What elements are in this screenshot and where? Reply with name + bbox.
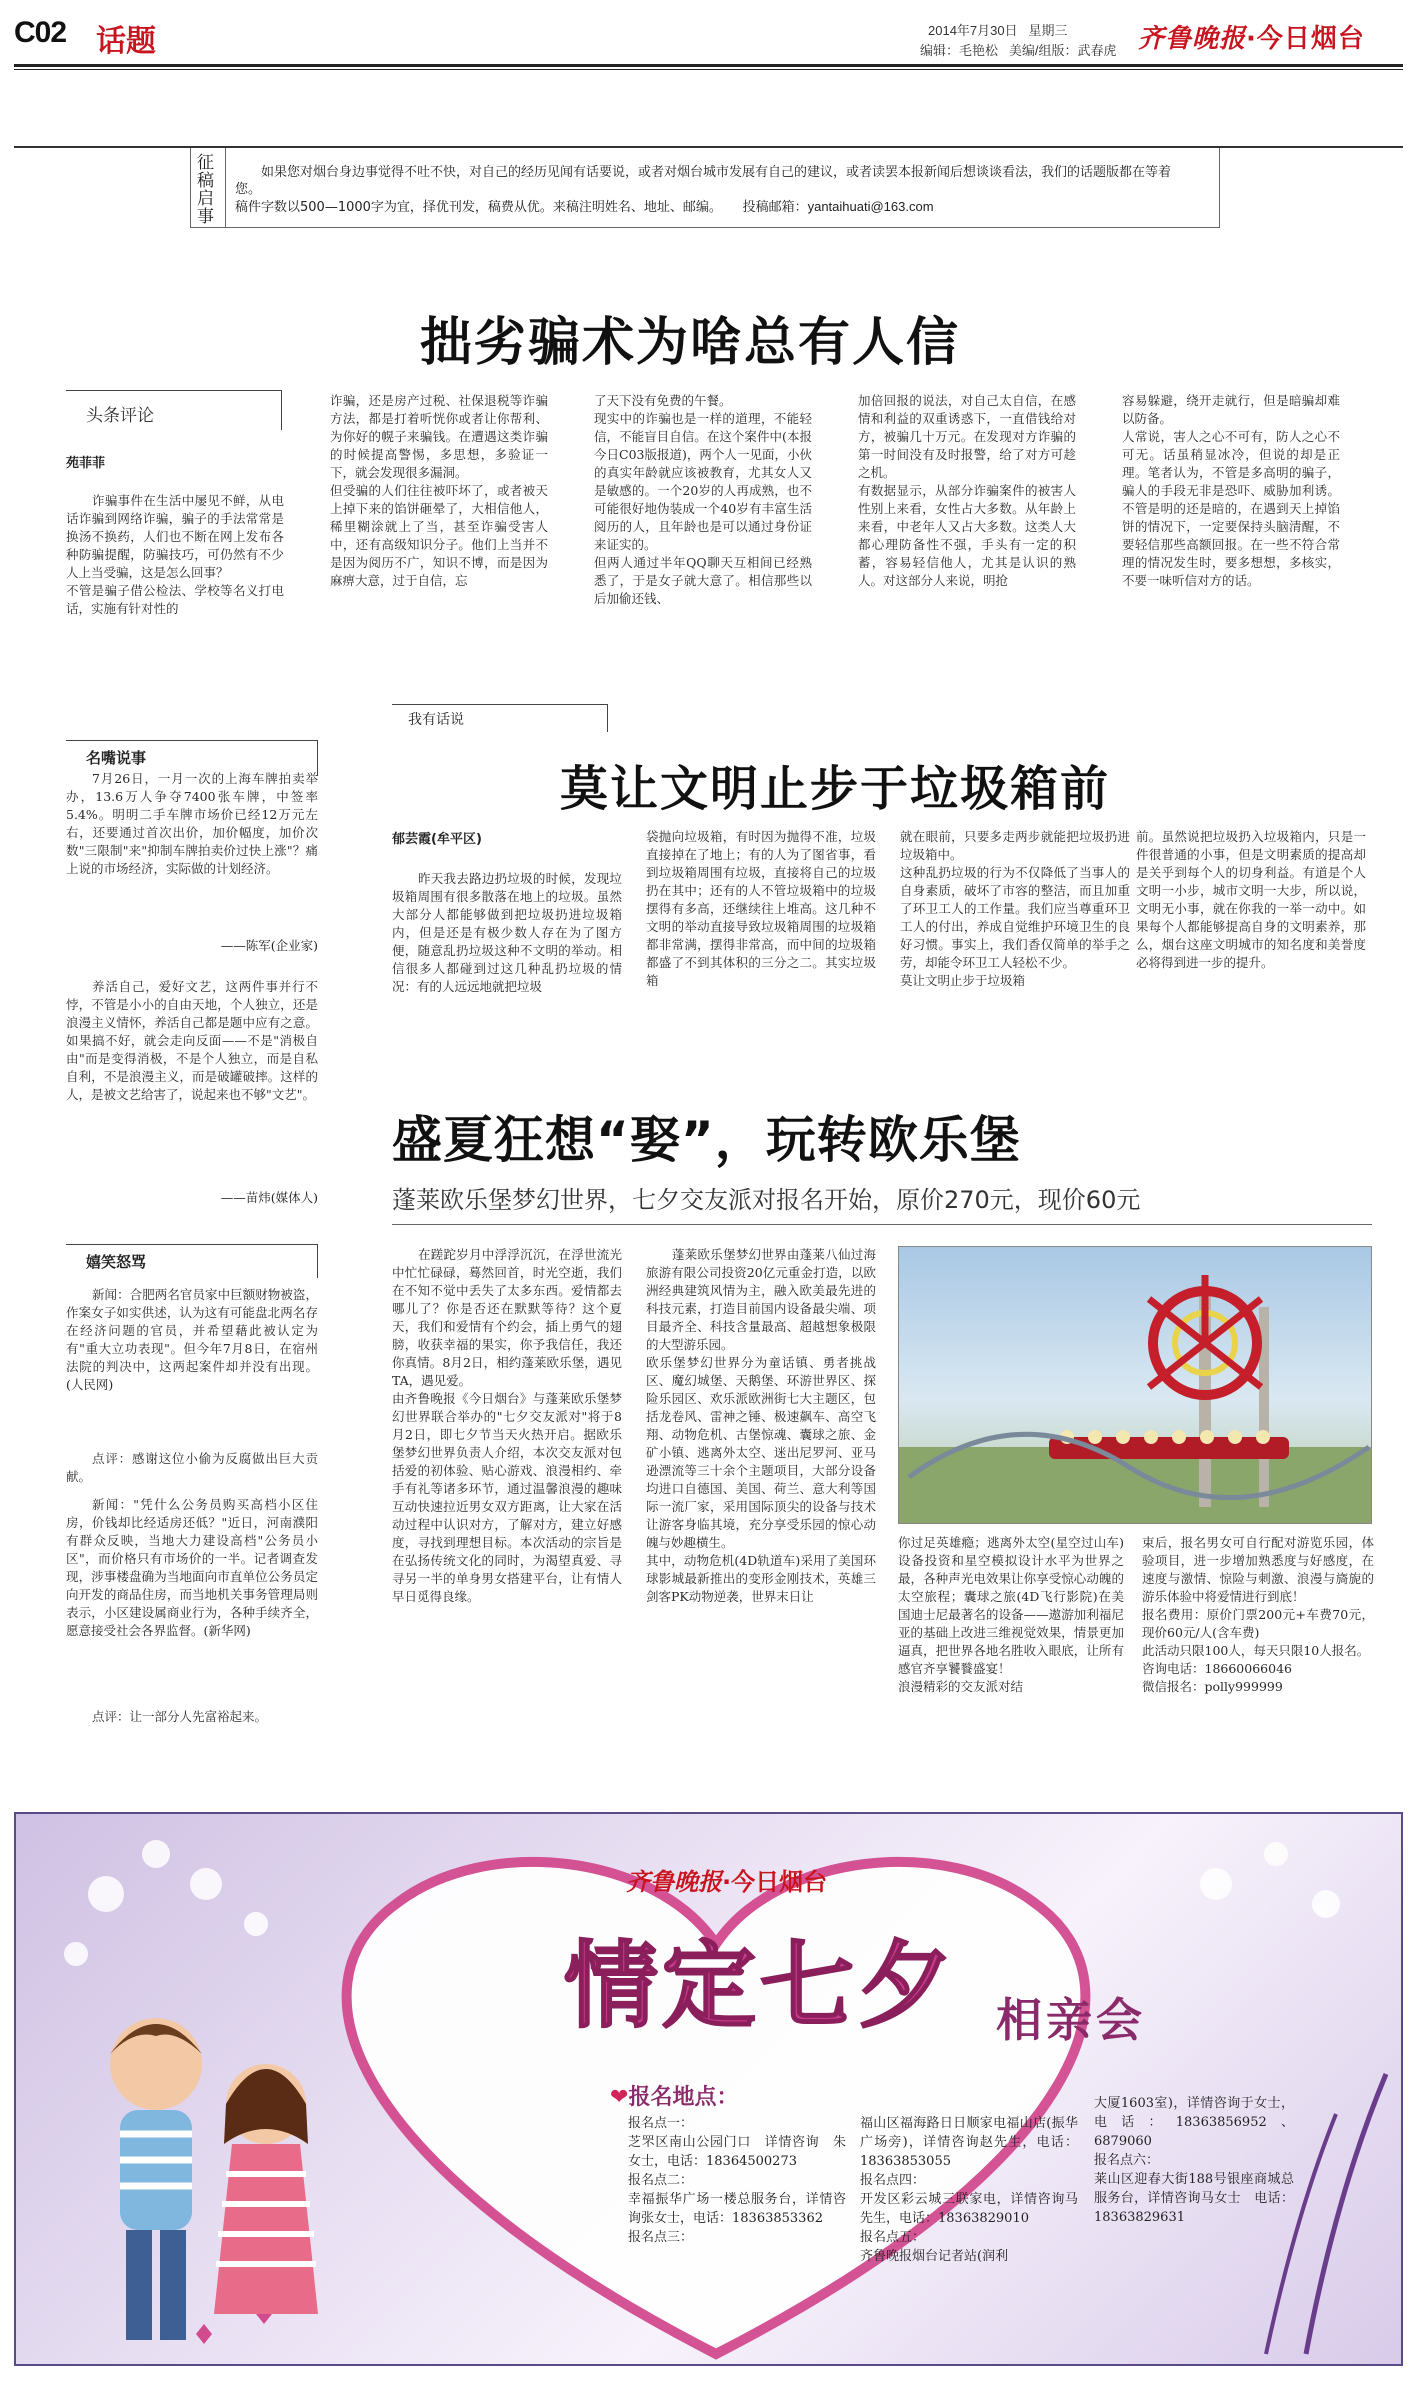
email-link[interactable]: yantaihuati@163.com	[807, 199, 934, 214]
sidebar1-para2: 养活自己，爱好文艺，这两件事并行不悖，不管是小小的自由天地，个人独立，还是浪漫主义情怀，养活自己都是题中应有之意。如果搞不好，就会走向反面——不是"消极自由"而是变得消极，不是个人独立，而是自私自利，不是浪漫主义，而是破罐破摔。这样的人，是被文艺给害了，说起来也不够"文艺"。	[66, 979, 318, 1102]
article3-rule	[392, 1224, 1372, 1225]
email-label: 投稿邮箱：	[742, 200, 808, 215]
notice-text	[235, 164, 1175, 216]
masthead-brand	[1138, 18, 1365, 55]
ad-panel	[14, 1812, 1403, 2366]
weekday: 星期三	[1028, 23, 1068, 38]
notice-line2-text: 稿件字数以500—1000字为宜，择优刊发，稿费从优。来稿注明姓名、地址、邮编。	[235, 200, 722, 215]
masthead-credits	[920, 40, 1116, 59]
article1-author: 苑菲菲	[66, 456, 106, 471]
article3-col3: 你过足英雄瘾；逃离外太空(星空过山车)设备投资和星空模拟设计水平为世界之最，各种声光电效果让你享受惊心动魄的太空旅程；囊球之旅(4D飞行影院)在美国迪士尼最著名的设备——遨游加利福尼亚的基础上改进三维视觉效果，情景更加逼真，把世界各地名胜收入眼底，让所有感官齐享饕餮盛宴！ 浪漫精彩的交友派对结	[898, 1535, 1124, 1694]
designer: 美编/组版：武春虎	[1008, 43, 1117, 58]
date: 2014年7月30日	[928, 23, 1018, 38]
article2-column-label: 我有话说	[408, 712, 464, 728]
heart-icon: ❤	[610, 2085, 629, 2110]
article1-title: 拙劣骗术为啥总有人信	[420, 313, 961, 373]
ad-brand	[626, 1862, 827, 1897]
article1-column-label: 头条评论	[86, 406, 154, 426]
sidebar2-comment2: 点评：让一部分人先富裕起来。	[92, 1709, 268, 1724]
ad-brand-suffix: ·今日烟台	[722, 1868, 828, 1896]
brand-name: 齐鲁晚报	[1138, 24, 1247, 54]
notice-divider	[225, 148, 226, 228]
sidebar2-para1: 新闻：合肥两名官员家中巨额财物被盗，作案女子如实供述，认为这有可能盘北两名存在经济问题的官员，并希望藉此被认定为有"重大立功表现"。但今年7月8日，在宿州法院的判决中，这两起案件却并没有出现。(人民网)	[66, 1287, 318, 1392]
article3-subtitle: 蓬莱欧乐堡梦幻世界，七夕交友派对报名开始，原价270元，现价60元	[392, 1186, 1141, 1214]
masthead-rule-thin	[14, 69, 1403, 70]
article3-col2: 蓬莱欧乐堡梦幻世界由蓬莱八仙过海旅游有限公司投资20亿元重金打造，以欧洲经典建筑风情为主，融入欧美最先进的科技元素，打造目前国内设备最尖端、项目最齐全、科技含量最高、超越想象极限的大型游乐园。 欧乐堡梦幻世界分为童话镇、勇者挑战区、魔幻城堡、天鹅堡、环游世界区、探险乐园区、欢乐派欧洲街七大主题区，包括龙卷风、雷神之锤、极速飙车、高空飞翔、动物危机、古堡惊魂、囊球之旅、金矿小镇、逃离外太空、迷出尼罗河、亚马逊漂流等三十余个主题项目，大部分设备均进口自德国、美国、荷兰、意大利等国际一流厂家，采用国际顶尖的设备与技术让游客身临其境，充分享受乐园的惊心动魄与妙趣横生。 其中，动物危机(4D轨道车)采用了美国环球影城最新推出的变形金刚技术，英雄三剑客PK动物逆袭，世界末日让	[646, 1247, 876, 1604]
article1-col4: 加倍回报的说法，对自己太自信，在感情和利益的双重诱惑下，一直借钱给对方，被骗几十万元。在发现对方诈骗的第一时间没有及时报警，给了对方可趁之机。 有数据显示，从部分诈骗案件的被害人性别上来看，女性占大多数。从年龄上来看，中老年人又占大多数。这类人大都心理防备性不强，手头有一定的积蓄，容易轻信他人，尤其是认识的熟人。对这部分人来说，明抢	[858, 393, 1076, 588]
couple-illustration	[110, 2018, 318, 2340]
ad-brand-name: 齐鲁晚报	[626, 1868, 722, 1896]
page-code: C02	[14, 16, 67, 49]
notice-box	[190, 148, 1220, 228]
ad-signup-text: 报名地点：	[628, 2085, 739, 2110]
ad-locations-col3: 大厦1603室)，详情咨询于女士，电话：18363856952、6879060 报名点六： 莱山区迎春大街188号银座商城总服务台，详情咨询马女士 电话：18363829631	[1094, 2096, 1294, 2225]
article2-title: 莫让文明止步于垃圾箱前	[560, 761, 1111, 817]
roller-coaster-illustration	[899, 1247, 1372, 1524]
article1-col2: 诈骗，还是房产过税、社保退税等诈骗方法，都是打着听恍你或者让你帮利、为你好的幌子来骗钱。在遭遇这类诈骗的时候提高警惕，多思想，多验证一下，就会发现很多漏洞。 但受骗的人们往往被吓坏了，或者被天上掉下来的馅饼砸晕了，大相信他人，稀里糊涂就上了当，甚至诈骗受害人中，还有高级知识分子。他们上当并不是因为阅历不广，知识不博，而是因为麻痹大意，过于自信，忘	[330, 393, 548, 588]
ad-sub-title: 相亲会	[996, 1993, 1146, 2047]
article2-col3: 就在眼前，只要多走两步就能把垃圾扔进垃圾箱中。 这种乱扔垃圾的行为不仅降低了当事人的自身素质，破坏了市容的整洁，而且加重了环卫工人的工作量。我们应当尊重环卫工人的付出，养成自觉维护环境卫生的良好习惯。事实上，我们香仅简单的举手之劳，却能令环卫工人轻松不少。 莫让文明止步于垃圾箱	[900, 829, 1130, 988]
sidebar2-para2: 新闻："凭什么公务员购买高档小区住房，价钱却比经适房还低？"近日，河南濮阳有群众反映，当地大力建设高档"公务员小区"，而价格只有市场价的一半。记者调查发现，涉事楼盘确为当地面向市直单位公务员定向开发的商品住房，而当地机关事务管理局则表示，小区建设属商业行为，各种手续齐全，愿意接受社会各界监督。(新华网)	[66, 1497, 318, 1638]
ad-big-title: 情定七夕	[564, 1932, 957, 2041]
brand-suffix: ·今日烟台	[1246, 24, 1365, 54]
sidebar1-sig2: ——苗炜(媒体人)	[220, 1190, 318, 1205]
article3-title: 盛夏狂想“娶”，玩转欧乐堡	[392, 1111, 1021, 1169]
notice-label: 征稿启事	[197, 153, 214, 227]
article3-photo	[898, 1246, 1372, 1524]
ad-locations-col2: 福山区福海路日日顺家电福山店(振华广场旁)，详情咨询赵先生，电话：18363853055 报名点四： 开发区彩云城三联家电，详情咨询马先生，电话：18363829010 报名点五： 齐鲁晚报烟台记者站(润利	[860, 2116, 1078, 2264]
sidebar2-box	[66, 1244, 318, 1278]
article2-col2: 袋抛向垃圾箱，有时因为抛得不准，垃圾直接掉在了地上；有的人为了图省事，看到垃圾箱周围有垃圾，直接将自己的垃圾扔在其中；还有的人不管垃圾箱中的垃圾摆得有多高，还继续往上堆高。这几种不文明的举动直接导致垃圾箱周围的垃圾箱都非常满，摆得非常高，而中间的垃圾箱都盛了不到其体积的三分之二。其实垃圾箱	[646, 829, 876, 988]
ad-locations-col1: 报名点一： 芝罘区南山公园门口 详情咨询 朱女士，电话：18364500273 报名点二： 幸福振华广场一楼总服务台，详情咨询张女士，电话：18363853362 报名点三：	[628, 2116, 846, 2245]
notice-line1: 如果您对烟台身边事觉得不吐不快，对自己的经历见闻有话要说，或者对烟台城市发展有自己的建议，或者读罢本报新闻后想谈谈看法，我们的话题版都在等着您。	[235, 165, 1172, 197]
notice-line2	[235, 198, 1175, 216]
section-name: 话题	[96, 24, 156, 59]
article1-col3: 了天下没有免费的午餐。 现实中的诈骗也是一样的道理，不能轻信，不能盲目自信。在这个案件中(本报今日C03版报道)，两个人一见面，小伙的真实年龄就应该被教育，尤其女人又是敏感的。一个20岁的人再成熟，也不可能很好地伪装成一个40岁有丰富生活阅历的人，且年龄也是可以通过身份证来证实的。 但两人通过半年QQ聊天互相间已经熟悉了，于是女子就大意了。相信那些以后加偷还钱、	[594, 393, 812, 606]
article1-col1: 诈骗事件在生活中屡见不鲜，从电话诈骗到网络诈骗，骗子的手法常常是换汤不换药，人们也不断在网上发布各种防骗提醒，防骗技巧，可仍然有不少人上当受骗，这是怎么回事？ 不管是骗子借公检法、学校等名义打电话，实施有针对性的	[66, 493, 284, 616]
sidebar2-comment1: 点评：感谢这位小偷为反腐做出巨大贡献。	[66, 1451, 318, 1484]
masthead-rule	[14, 64, 1403, 67]
editor: 编辑：毛艳松	[920, 43, 999, 58]
article1-column-box	[66, 390, 282, 430]
article2-author: 郁芸霞(牟平区)	[392, 832, 482, 847]
article2-col1: 昨天我去路边扔垃圾的时候，发现垃圾箱周围有很多散落在地上的垃圾。虽然大部分人都能够做到把垃圾扔进垃圾箱内，但是还是有极少数人存在为了图方便，随意乱扔垃圾这种不文明的举动。相信很多人都碰到过这几种乱扔垃圾的情况：有的人远远地就把垃圾	[392, 871, 622, 994]
article3-col4: 束后，报名男女可自行配对游览乐园，体验项目，进一步增加熟悉度与好感度，在速度与激情、惊险与刺激、浪漫与旖旎的游乐体验中将爱情进行到底！ 报名费用：原价门票200元+车费70元，现价60元/人(含车费) 此活动只限100人，每天只限10人报名。 咨询电话：18660066046 微信报名：polly999999	[1142, 1535, 1374, 1694]
article3-col1: 在蹉跎岁月中浮浮沉沉，在浮世流光中忙忙碌碌，蓦然回首，时光空逝，我们在不知不觉中丢失了太多东西。爱情都去哪儿了？你是否还在默默等待？这个夏天，我们和爱情有个约会，插上勇气的翅膀，收获幸福的果实，你予我信任，我还你真情。8月2日，相约蓬莱欧乐堡，遇见TA，遇见爱。 由齐鲁晚报《今日烟台》与蓬莱欧乐堡梦幻世界联合举办的"七夕交友派对"将于8月2日，即七夕节当天火热开启。据欧乐堡梦幻世界负责人介绍，本次交友派对包括爱的初体验、贴心游戏、浪漫相约、牵手有礼等诸多环节，通过温馨浪漫的趣味互动快速拉近男女双方距离，让大家在活动过程中认识对方，了解对方，建立好感度，寻找到理想目标。本次活动的宗旨是在弘扬传统文化的同时，为渴望真爱、寻寻另一半的单身男女搭建平台，让有情人早日觅得良缘。	[392, 1247, 622, 1604]
article2-col4: 前。虽然说把垃圾扔入垃圾箱内，只是一件很普通的小事，但是文明素质的提高却是关乎到每个人的切身利益。有道是个人文明一小步，城市文明一大步，所以说，文明无小事，就在你我的一举一动中。如果每个人都能够提高自身的文明素养，那么，烟台这座文明城市的知名度和美誉度必将得到进一步的提升。	[1136, 829, 1366, 970]
sidebar1-title: 名嘴说事	[86, 749, 147, 767]
ad-signup-label	[610, 2080, 738, 2111]
sidebar2-title: 嬉笑怒骂	[86, 1253, 147, 1271]
sidebar1-para1: 7月26日，一月一次的上海车牌拍卖举办，13.6万人争夺7400张车牌，中签率5.4%。明明二手车牌市场价已经12万元左右，还要通过首次出价，加价幅度，加价次数"三限制"来"抑制车牌拍卖价过快上涨"？痛上说的市场经济，实际做的计划经济。	[66, 771, 318, 876]
masthead-date	[928, 20, 1067, 39]
sidebar1-sig1: ——陈军(企业家)	[220, 938, 318, 953]
article2-column-box	[392, 704, 608, 732]
article1-col5: 容易躲避，绕开走就行，但是暗骗却难以防备。 人常说，害人之心不可有，防人之心不可无。话虽稍显冰冷，但说的却是正理。笔者认为，不管是多高明的骗子，骗人的手段无非是恐吓、威胁加利诱。不管是明的还是暗的，在遇到天上掉馅饼的情况下，一定要保持头脑清醒，不要轻信那些高额回报。在一些不符合常理的情况发生时，要多想想，多核实，不要一味听信对方的话。	[1122, 393, 1340, 588]
